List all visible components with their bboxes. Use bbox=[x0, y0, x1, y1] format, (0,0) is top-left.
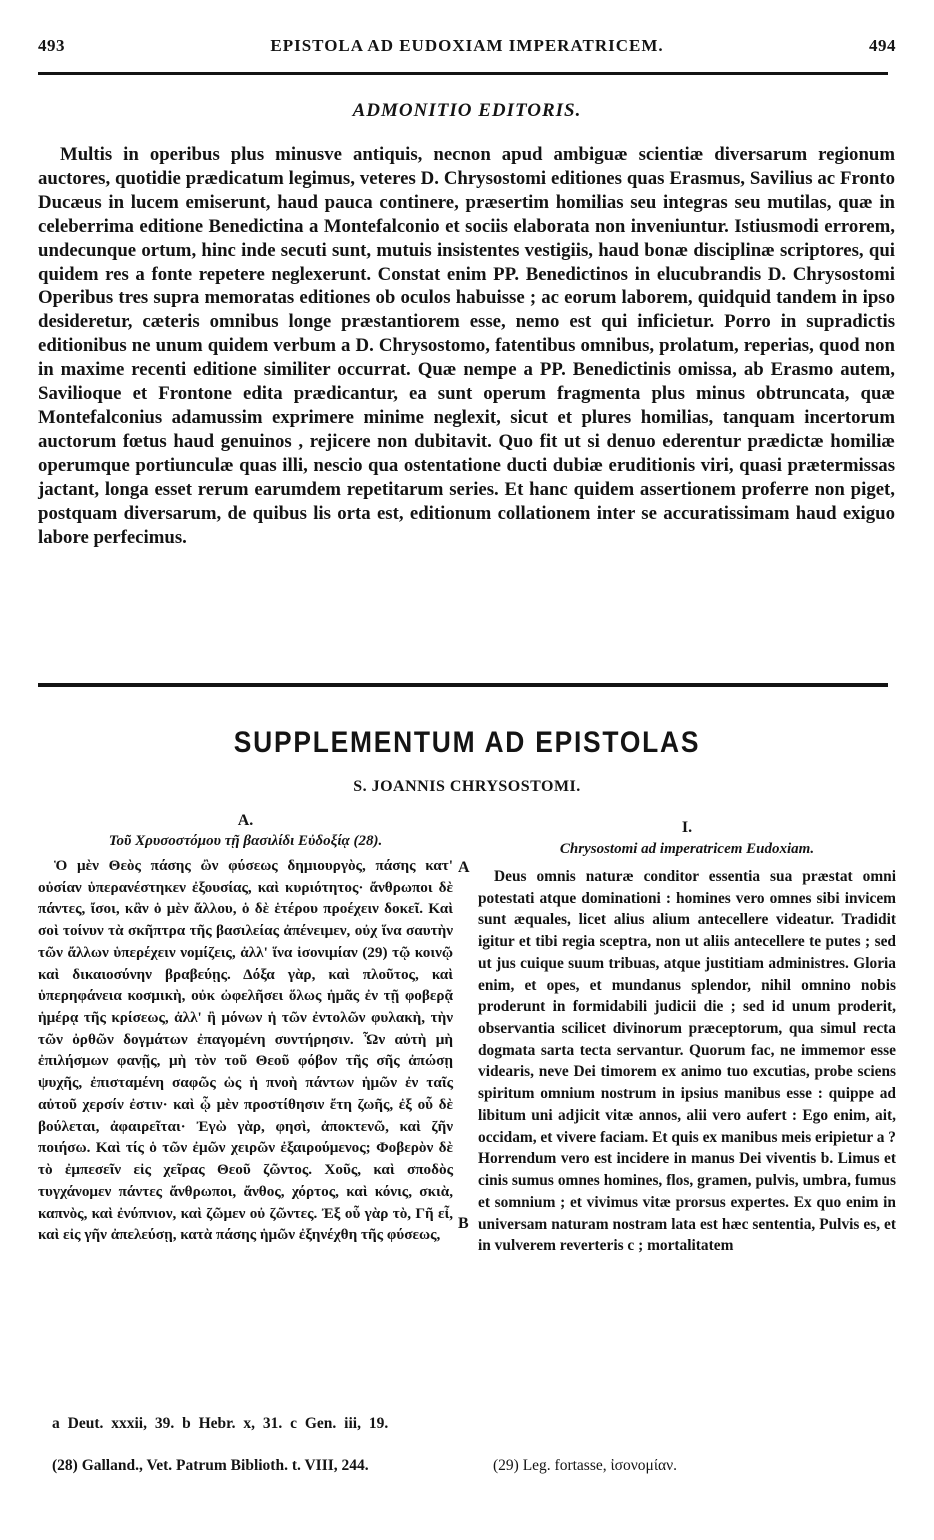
running-title: EPISTOLA AD EUDOXIAM IMPERATRICEM. bbox=[270, 36, 664, 55]
footnote-29: (29) Leg. fortasse, ἰσονομίαν. bbox=[493, 1457, 678, 1474]
supplementum-subtitle: S. JOANNIS CHRYSOSTOMI. bbox=[353, 778, 581, 795]
margin-letter-a: A bbox=[458, 859, 470, 876]
admonitio-body: Multis in operibus plus minusve antiquis, necnon apud ambiguæ scientiæ diversarum regionum auctores, quotidie prædicatum legimus, veteres D. Chrysostomi editiones quas Erasmus, Savilius ac Fronto Ducæus in lucem emiserunt, haud pauca continere, præsertim homilias seu integras seu mutilas, quæ in celeberrima editione Benedictina a Montefalconio et sociis elaborata non inveniuntur. Istiusmodi errorem, undecunque ortum, hinc inde secuti sunt, mutuis insistentes vestigiis, haud bonæ disciplinæ scriptores, qui quidem res a fonte repetere neglexerunt. Constat enim PP. Benedictinos in elucubrandis D. Chrysostomi Operibus tres supra memoratas editiones ob oculos habuisse ; ac eorum laborem, quidquid tandem in ipso desideretur, cæteris omnibus longe præstantiorem esse, nemo est qui inficietur. Porro in supradictis editionibus ne unum quidem verbum a D. Chrysostomo, fatentibus omnibus, prolatum, reperias, quod non in maxime recenti editione similiter occurrat. Quæ nempe a PP. Benedictinis omissa, ab Erasmo autem, Savilioque et Frontone edita prædicantur, ea sunt operum fragmenta plus minus obtruncata, quæ Montefalconius adamussim exprimere minime neglexit, sicut et plures homilias, tanquam incertorum auctorum fœtus haud genuinos , rejicere non dubitavit. Quo fit ut si denuo ederentur prædictæ homiliæ operumque portiunculæ quas illi, nescio qua ostentatione ducti dubiæ eruditionis viri, quasi prætermissas jactant, longa esset rerum earumdem repetitarum series. Et hanc quidem assertionem proferre non piget, postquam diversarum, de quibus lis orta est, editionum collationem inter se accuratissimam haud exiguo labore perfecimus. bbox=[38, 144, 895, 548]
header-rule bbox=[38, 72, 888, 75]
page-number-right: 494 bbox=[869, 36, 896, 55]
footnote-28: (28) Galland., Vet. Patrum Biblioth. t. VIII, 244. bbox=[52, 1457, 369, 1474]
running-header bbox=[38, 30, 896, 54]
admonitio-title: ADMONITIO EDITORIS. bbox=[352, 100, 582, 121]
greek-column-body: Ὁ μὲν Θεὸς πάσης ὢν φύσεως δημιουργὸς, πάσης κατ' οὐσίαν ὑπερανέστηκεν ἐξουσίας, καὶ κυριότητος· ἄνθρωποι δὲ πάντες, ἴσοι, κἂν ὁ μὲν ἄλλου, ὁ δὲ ἑτέρου προέχειν δοκεῖ. Καὶ σοὶ τοίνυν τὰ σκῆπτρα τῆς βασιλείας ἀπένειμεν, οὐχ ἵνα σαυτὴν τῶν ἄλλων ὑπερέχειν νομίζεις, ἀλλ' ἵνα ἰσονιμίαν (29) τῷ κοινῷ καὶ δικαιοσύνην βραβεύῃς. Δόξα γὰρ, καὶ πλοῦτος, καὶ ὑπερηφάνεια κοσμικὴ, οὐκ ὠφελῆσει ὅλως ἡμᾶς ἐν τῇ φοβερᾷ ἡμέρᾳ τῆς κρίσεως, ἀλλ' ἢ μόνων ἡ τῶν ἐντολῶν φυλακὴ, τὴν τῶν ὀρθῶν δογμάτων ἐπαγομένη συντήρησιν. Ὧν αὐτὴ μὴ ἐπιλήσμων φανῇς, μὴ τὸν τοῦ Θεοῦ φόβον τῆς σῆς ἀπώσῃ ψυχῆς, ἐπισταμένη σαφῶς ὡς ἡ πνοὴ πάντων ἡμῶν ἐν ταῖς αὐτοῦ χερσίν ἐστιν· καὶ ᾧ μὲν προστίθησιν ἔτη ζωῆς, ἐξ οὗ δὲ βούλεται, ἀφαιρεῖται· Ἐγὼ γὰρ, φησὶ, ἀποκτενῶ, καὶ ζῆν ποιήσω. Καὶ τίς ὁ τῶν ἐμῶν χειρῶν ἐξαιρούμενος; Φοβερὸν δὲ τὸ ἐμπεσεῖν εἰς χεῖρας Θεοῦ ζῶντος. Χοῦς, καὶ σποδὸς τυγχάνομεν πάντες ἄνθρωποι, ἄνθος, χόρτος, καὶ κόνις, σκιὰ, καπνὸς, καὶ ἐνύπνιον, καὶ ζῶμεν οὐ ζῶντες. Ἐξ οὗ γὰρ τὸ, Γῆ εἶ, καὶ εἰς γῆν ἀπελεύσῃ, κατὰ πάσης ἡμῶν ἐξηνέχθη τῆς φύσεως, bbox=[38, 857, 453, 1244]
scripture-footnotes: a Deut. xxxii, 39. b Hebr. x, 31. c Gen. iii, 19. bbox=[52, 1415, 389, 1432]
greek-column-heading: Τοῦ Χρυσοστόμου τῇ βασιλίδι Εὐδοξίᾳ (28). bbox=[108, 833, 383, 849]
supplementum-title: SUPPLEMENTUM AD EPISTOLAS bbox=[233, 726, 701, 759]
latin-column-label: I. bbox=[681, 819, 693, 836]
margin-letter-b: B bbox=[458, 1215, 469, 1232]
section-rule bbox=[38, 683, 888, 687]
latin-column-heading: Chrysostomi ad imperatricem Eudoxiam. bbox=[559, 841, 815, 857]
page-number-left: 493 bbox=[38, 36, 65, 55]
greek-column-label: A. bbox=[237, 812, 254, 829]
latin-column-body: Deus omnis naturæ conditor essentia sua præstat omni potestati atque dominationi : homines vero omnes sibi invicem sunt æquales, licet alius alium antecellere videatur. Tradidit igitur et tibi regia sceptra, non ut aliis antecellere te putes ; sed ut jus cuique suum tribuas, atque justitiam administres. Gloria enim, et opes, et mundanus splendor, nihil omnino nobis proderunt in formidabili judicii die ; sed id unum proderit, observantia scilicet divinorum præceptorum, qua simul recta dogmata sarta tecta servantur. Quorum fac, ne immemor esse videaris, neve Dei timorem ex animo tuo excutias, probe sciens spiritum omnium nostrum in ipsius manibus esse : quippe ad libitum uni adjicit vitæ annos, alii vero aufert : Ego enim, ait, occidam, et vivere faciam. Et quis ex manibus meis eripietur a ? Horrendum vero est incidere in manus Dei viventis b. Limus et cinis sumus omnes homines, flos, gramen, pulvis, umbra, fumus et somnium ; et vivimus vitæ prorsus expertes. Ex quo enim in universam naturam nostram lata est hæc sententia, Pulvis es, et in vulverem reverteris c ; mortalitatem bbox=[478, 868, 896, 1255]
